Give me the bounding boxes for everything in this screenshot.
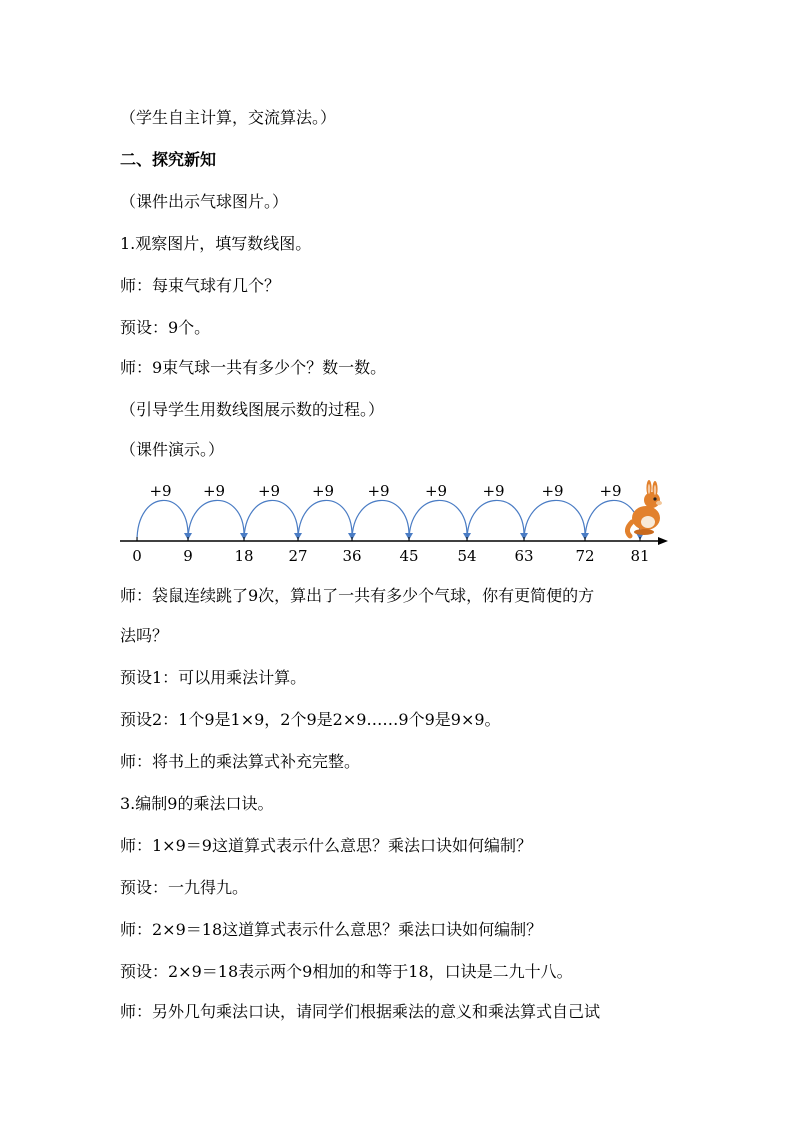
tick-label: 63	[514, 547, 534, 565]
text-line-10: 师：袋鼠连续跳了9次，算出了一共有多少个气球，你有更简便的方	[120, 586, 595, 605]
jump-label: +9	[599, 482, 622, 500]
jump-arc	[188, 500, 244, 541]
text-line-8: （引导学生用数线图展示数的过程。）	[120, 400, 385, 419]
kangaroo-icon	[627, 480, 662, 536]
jump-arc	[467, 500, 524, 541]
text-line-14: 师：将书上的乘法算式补充完整。	[120, 752, 361, 771]
text-line-3: （课件出示气球图片。）	[120, 192, 289, 211]
text-line-13: 预设2：1个9是1×9，2个9是2×9……9个9是9×9。	[120, 710, 501, 729]
jump-label: +9	[424, 482, 448, 500]
tick-label: 45	[399, 547, 419, 565]
jump-arc	[352, 500, 409, 541]
number-line-diagram	[0, 472, 794, 572]
text-line-4: 1.观察图片，填写数线图。	[120, 234, 312, 253]
text-line-6: 预设：9个。	[120, 318, 211, 337]
tick-label: 9	[183, 547, 193, 565]
text-line-15: 3.编制9的乘法口诀。	[120, 794, 274, 813]
text-line-12: 预设1：可以用乘法计算。	[120, 668, 307, 687]
axis-arrowhead	[658, 537, 668, 545]
jump-label: +9	[541, 482, 564, 500]
text-line-11: 法吗？	[120, 626, 169, 645]
tick-label: 27	[288, 547, 308, 565]
text-line-9: （课件演示。）	[120, 440, 225, 459]
jump-arc	[409, 500, 467, 541]
text-line-20: 师：另外几句乘法口诀，请同学们根据乘法的意义和乘法算式自己试	[120, 1002, 601, 1021]
text-line-5: 师：每束气球有几个？	[120, 276, 281, 295]
tick-label: 0	[132, 547, 142, 565]
jump-label: +9	[367, 482, 390, 500]
text-line-7: 师：9束气球一共有多少个？数一数。	[120, 358, 387, 377]
tick-label: 54	[457, 547, 477, 565]
jump-arc	[298, 500, 352, 541]
jump-label: +9	[149, 482, 172, 500]
tick-label: 18	[234, 547, 254, 565]
jump-label: +9	[202, 482, 226, 500]
text-line-1: （学生自主计算，交流算法。）	[120, 108, 337, 127]
text-line-16: 师：1×9＝9这道算式表示什么意思？乘法口诀如何编制？	[120, 836, 532, 855]
jump-label: +9	[257, 482, 281, 500]
jump-arc	[244, 500, 298, 541]
text-line-18: 师：2×9＝18这道算式表示什么意思？乘法口诀如何编制？	[120, 920, 543, 939]
tick-label: 81	[630, 547, 650, 565]
jump-arc	[137, 500, 188, 541]
text-line-17: 预设：一九得九。	[120, 878, 249, 897]
tick-label: 72	[575, 547, 595, 565]
jump-arc	[524, 500, 585, 541]
tick-label: 36	[342, 547, 362, 565]
jump-label: +9	[482, 482, 505, 500]
text-line-19: 预设：2×9＝18表示两个9相加的和等于18，口诀是二九十八。	[120, 962, 573, 981]
section-heading: 二、探究新知	[120, 150, 217, 169]
jump-label: +9	[311, 482, 335, 500]
